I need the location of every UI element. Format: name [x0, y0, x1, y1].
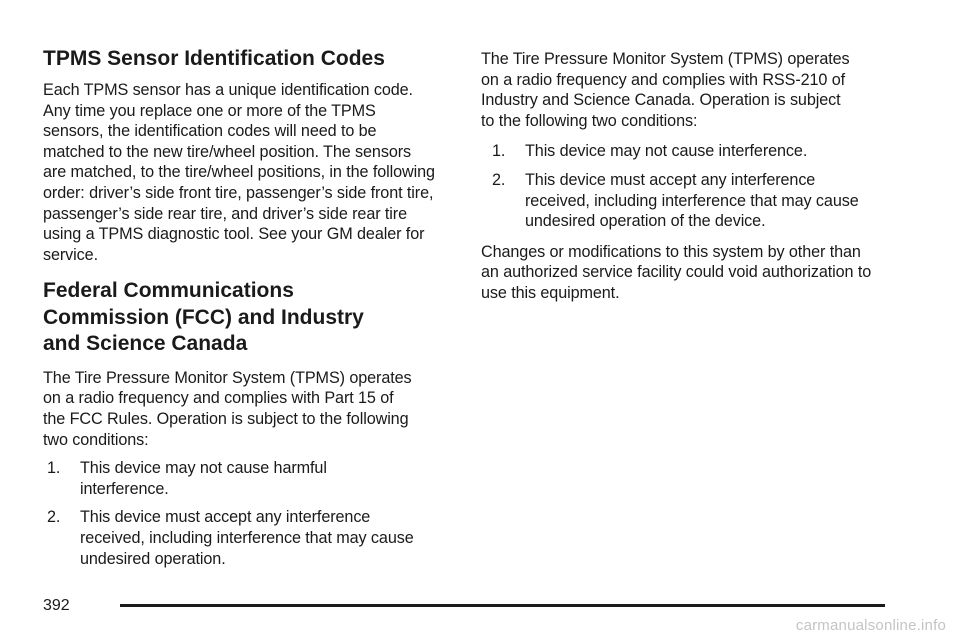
- rss210-conditions-list: [491, 141, 881, 231]
- paragraph-modifications-warning: Changes or modifications to this system by other than an authorized service facility could void authorization to use this equipment.: [481, 242, 872, 302]
- page-number: 392: [43, 597, 70, 614]
- fcc-conditions-list: [46, 458, 443, 569]
- heading-fcc-industry-canada: Federal Communications Commission (FCC) and Industry and Science Canada: [43, 279, 364, 356]
- list-item-text: This device must accept any interference received, including interference that may cause undesired operation.: [80, 508, 414, 568]
- footer-divider: [120, 604, 885, 607]
- list-item-number: 1.: [492, 142, 506, 161]
- list-item: [492, 141, 885, 162]
- paragraph-fcc-intro: The Tire Pressure Monitor System (TPMS) operates on a radio frequency and complies with Part 15 of the FCC Rules. Operation is subject to the following two conditions:: [43, 368, 412, 449]
- list-item-number: 2.: [47, 508, 61, 527]
- list-item-number: 2.: [492, 170, 506, 189]
- list-item-text: This device may not cause interference.: [525, 142, 808, 161]
- list-item: [47, 507, 425, 569]
- list-item-text: This device must accept any interference received, including interference that may cause undesired operation of the device.: [525, 170, 859, 231]
- heading-tpms-sensor-codes: TPMS Sensor Identification Codes: [43, 47, 385, 70]
- list-item-text: This device may not cause harmful interference.: [80, 459, 327, 498]
- paragraph-sensor-codes: Each TPMS sensor has a unique identification code. Any time you replace one or more of the TPMS sensors, the identification codes will need to be matched to the new tire/wheel position. The sensors are matched, to the tire/wheel positions, in the following order: driver’s side front tire, passenger’s side front tire, passenger’s side rear tire, and driver’s side rear tire using a TPMS diagnostic tool. See your GM dealer for service.: [43, 81, 435, 264]
- list-item: [492, 170, 875, 232]
- watermark-text: carmanualsonline.info: [795, 617, 946, 634]
- paragraph-rss210-intro: The Tire Pressure Monitor System (TPMS) operates on a radio frequency and complies with RSS-210 of Industry and Science Canada. Operation is subject to the following two conditions:: [481, 50, 850, 130]
- list-item-number: 1.: [47, 459, 61, 478]
- right-column: [481, 49, 881, 304]
- list-item: [47, 458, 410, 499]
- left-column: [43, 46, 443, 577]
